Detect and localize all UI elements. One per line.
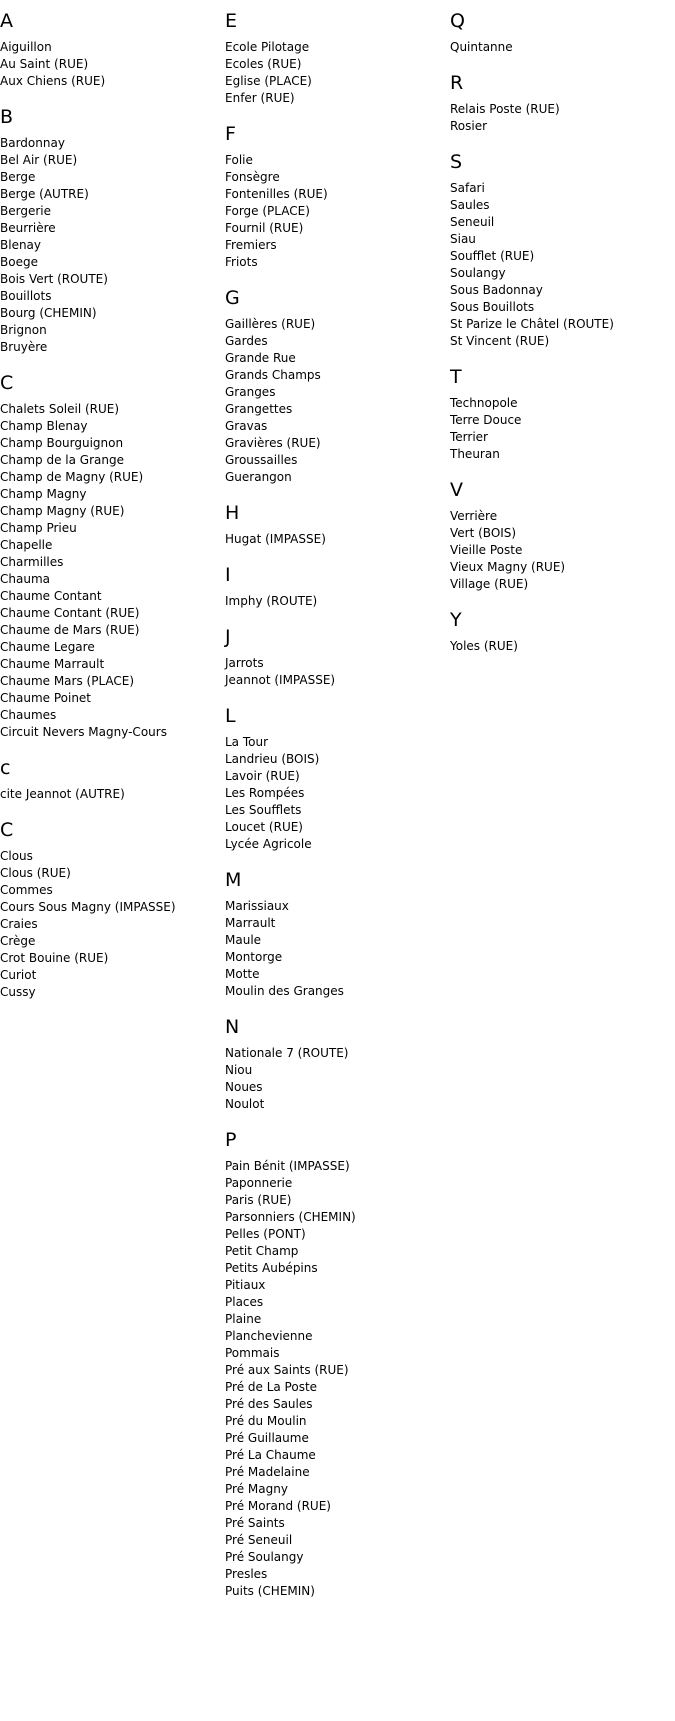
street-list: [225, 316, 445, 486]
letter-heading: J: [225, 626, 231, 648]
street-link[interactable]: Cours Sous Magny (IMPASSE): [0, 900, 176, 914]
street-link[interactable]: Clous (RUE): [0, 866, 71, 880]
street-link[interactable]: Commes: [0, 883, 53, 897]
street-link[interactable]: Cussy: [0, 985, 36, 999]
letter-group: [450, 70, 670, 135]
street-link[interactable]: Clous: [0, 849, 33, 863]
street-link[interactable]: Safari: [450, 181, 485, 195]
street-list: [225, 152, 445, 271]
street-link[interactable]: Folie: [225, 153, 253, 167]
street-link[interactable]: Pré Saints: [225, 1516, 285, 1530]
letter-group: [225, 1014, 445, 1113]
street-link[interactable]: Champ Blenay: [0, 419, 88, 433]
street-link[interactable]: Moulin des Granges: [225, 984, 344, 998]
street-list: [450, 395, 670, 463]
street-link[interactable]: Forge (PLACE): [225, 204, 310, 218]
letter-heading: c: [0, 757, 11, 779]
letter-heading: S: [450, 151, 463, 173]
street-link[interactable]: Bardonnay: [0, 136, 65, 150]
street-link[interactable]: Pré Madelaine: [225, 1465, 310, 1479]
street-link[interactable]: Sous Bouillots: [450, 300, 535, 314]
street-link[interactable]: Ecole Pilotage: [225, 40, 310, 54]
street-link[interactable]: Champ Magny: [0, 487, 87, 501]
street-link[interactable]: Fournil (RUE): [225, 221, 304, 235]
letter-group: [450, 477, 670, 593]
street-link[interactable]: Pré Soulangy: [225, 1550, 304, 1564]
street-index-column-3: [450, 8, 670, 669]
street-link[interactable]: Circuit Nevers Magny-Cours: [0, 725, 167, 739]
street-link[interactable]: Grangettes: [225, 402, 293, 416]
street-link[interactable]: La Tour: [225, 735, 269, 749]
letter-group: [225, 285, 445, 486]
street-link[interactable]: Granges: [225, 385, 276, 399]
street-link[interactable]: Eglise (PLACE): [225, 74, 312, 88]
street-link[interactable]: Nationale 7 (ROUTE): [225, 1046, 349, 1060]
street-link[interactable]: Brignon: [0, 323, 47, 337]
street-link[interactable]: Niou: [225, 1063, 253, 1077]
street-link[interactable]: Curiot: [0, 968, 37, 982]
street-link[interactable]: Soulangy: [450, 266, 506, 280]
street-list: [0, 401, 220, 741]
street-link[interactable]: Chaume Marrault: [0, 657, 105, 671]
letter-group: [0, 817, 220, 1001]
street-link[interactable]: Guerangon: [225, 470, 292, 484]
street-link[interactable]: Maule: [225, 933, 262, 947]
letter-heading: B: [0, 106, 14, 128]
letter-group: [0, 755, 220, 803]
letter-heading: E: [225, 10, 238, 32]
street-link[interactable]: Paponnerie: [225, 1176, 293, 1190]
street-link[interactable]: Champ de la Grange: [0, 453, 124, 467]
street-link[interactable]: Sous Badonnay: [450, 283, 543, 297]
letter-group: [450, 149, 670, 350]
street-link[interactable]: Pré La Chaume: [225, 1448, 316, 1462]
street-link[interactable]: Landrieu (BOIS): [225, 752, 320, 766]
street-list: [225, 898, 445, 1000]
street-link[interactable]: Au Saint (RUE): [0, 57, 89, 71]
street-link[interactable]: Berge (AUTRE): [0, 187, 89, 201]
street-link[interactable]: Ecoles (RUE): [225, 57, 302, 71]
street-list: [225, 655, 445, 689]
street-link[interactable]: Marrault: [225, 916, 276, 930]
letter-group: [225, 867, 445, 1000]
street-link[interactable]: Chapelle: [0, 538, 53, 552]
street-link[interactable]: Craies: [0, 917, 38, 931]
street-link[interactable]: Pré Morand (RUE): [225, 1499, 331, 1513]
letter-group: [225, 121, 445, 271]
street-link[interactable]: Motte: [225, 967, 260, 981]
letter-group: [225, 703, 445, 853]
street-list: [225, 593, 445, 610]
street-link[interactable]: Chaume Poinet: [0, 691, 92, 705]
street-list: [225, 1158, 445, 1600]
street-link[interactable]: Fremiers: [225, 238, 277, 252]
letter-group: [225, 1127, 445, 1600]
street-link[interactable]: Places: [225, 1295, 264, 1309]
street-index-column-1: [0, 8, 220, 1015]
street-link[interactable]: Pré de La Poste: [225, 1380, 318, 1394]
street-link[interactable]: Petits Aubépins: [225, 1261, 318, 1275]
street-list: [450, 508, 670, 593]
street-link[interactable]: Technopole: [450, 396, 518, 410]
letter-group: [225, 500, 445, 548]
letter-heading: C: [0, 819, 14, 841]
street-list: [0, 786, 220, 803]
street-link[interactable]: Champ Magny (RUE): [0, 504, 125, 518]
letter-heading: P: [225, 1129, 237, 1151]
street-link[interactable]: Aiguillon: [0, 40, 52, 54]
letter-heading: I: [225, 564, 231, 586]
street-link[interactable]: Noues: [225, 1080, 263, 1094]
street-list: [0, 39, 220, 90]
street-link[interactable]: Pain Bénit (IMPASSE): [225, 1159, 350, 1173]
letter-heading: N: [225, 1016, 240, 1038]
street-link[interactable]: Pré des Saules: [225, 1397, 313, 1411]
street-link[interactable]: Chaume Mars (PLACE): [0, 674, 135, 688]
street-link[interactable]: Bourg (CHEMIN): [0, 306, 97, 320]
street-link[interactable]: Rosier: [450, 119, 488, 133]
street-link[interactable]: Bruyère: [0, 340, 48, 354]
street-link[interactable]: Gardes: [225, 334, 268, 348]
street-link[interactable]: Blenay: [0, 238, 42, 252]
letter-heading: F: [225, 123, 236, 145]
street-link[interactable]: Chaume de Mars (RUE): [0, 623, 140, 637]
street-link[interactable]: Noulot: [225, 1097, 265, 1111]
street-index-column-2: [225, 8, 445, 1614]
letter-heading: T: [450, 366, 462, 388]
street-link[interactable]: Puits (CHEMIN): [225, 1584, 315, 1598]
street-link[interactable]: Gravas: [225, 419, 268, 433]
street-list: [225, 531, 445, 548]
street-list: [225, 39, 445, 107]
street-link[interactable]: Verrière: [450, 509, 498, 523]
street-link[interactable]: Fonsègre: [225, 170, 280, 184]
street-link[interactable]: Groussailles: [225, 453, 298, 467]
street-list: [225, 734, 445, 853]
street-link[interactable]: Crège: [0, 934, 36, 948]
street-link[interactable]: Marissiaux: [225, 899, 289, 913]
street-link[interactable]: Gravières (RUE): [225, 436, 321, 450]
street-link[interactable]: Siau: [450, 232, 476, 246]
street-link[interactable]: Gaillères (RUE): [225, 317, 316, 331]
street-link[interactable]: Chaume Legare: [0, 640, 95, 654]
street-link[interactable]: Chaumes: [0, 708, 57, 722]
street-link[interactable]: Plaine: [225, 1312, 262, 1326]
street-link[interactable]: Paris (RUE): [225, 1193, 292, 1207]
street-link[interactable]: Champ Prieu: [0, 521, 77, 535]
letter-group: [0, 8, 220, 90]
letter-heading: R: [450, 72, 464, 94]
letter-group: [0, 104, 220, 356]
letter-group: [225, 8, 445, 107]
street-link[interactable]: Aux Chiens (RUE): [0, 74, 106, 88]
street-link[interactable]: Grande Rue: [225, 351, 296, 365]
street-list: [450, 39, 670, 56]
street-link[interactable]: Bois Vert (ROUTE): [0, 272, 108, 286]
street-link[interactable]: Terre Douce: [450, 413, 522, 427]
street-link[interactable]: Les Soufflets: [225, 803, 302, 817]
street-link[interactable]: Chaume Contant (RUE): [0, 606, 140, 620]
street-link[interactable]: Terrier: [450, 430, 488, 444]
street-link[interactable]: Champ Bourguignon: [0, 436, 124, 450]
street-link[interactable]: Crot Bouine (RUE): [0, 951, 109, 965]
letter-group: [450, 364, 670, 463]
street-list: [450, 101, 670, 135]
letter-group: [225, 624, 445, 689]
street-link[interactable]: Relais Poste (RUE): [450, 102, 560, 116]
letter-heading: Q: [450, 10, 465, 32]
street-list: [0, 135, 220, 356]
street-list: [450, 180, 670, 350]
letter-group: [225, 562, 445, 610]
letter-heading: Y: [450, 609, 462, 631]
street-link[interactable]: Pré Magny: [225, 1482, 288, 1496]
letter-group: [450, 8, 670, 56]
street-list: [450, 638, 670, 655]
letter-heading: L: [225, 705, 236, 727]
street-list: [0, 848, 220, 1001]
street-link[interactable]: Saules: [450, 198, 490, 212]
street-link[interactable]: Parsonniers (CHEMIN): [225, 1210, 356, 1224]
street-link[interactable]: Vieux Magny (RUE): [450, 560, 566, 574]
street-link[interactable]: Friots: [225, 255, 258, 269]
street-link[interactable]: Petit Champ: [225, 1244, 299, 1258]
street-link[interactable]: Planchevienne: [225, 1329, 313, 1343]
street-link[interactable]: St Vincent (RUE): [450, 334, 550, 348]
letter-heading: G: [225, 287, 240, 309]
letter-heading: M: [225, 869, 242, 891]
letter-heading: H: [225, 502, 240, 524]
street-link[interactable]: Bergerie: [0, 204, 51, 218]
street-link[interactable]: Jeannot (IMPASSE): [225, 673, 336, 687]
street-link[interactable]: Chaume Contant: [0, 589, 102, 603]
street-link[interactable]: Village (RUE): [450, 577, 529, 591]
street-link[interactable]: Champ de Magny (RUE): [0, 470, 144, 484]
street-list: [225, 1045, 445, 1113]
street-link[interactable]: Soufflet (RUE): [450, 249, 535, 263]
street-link[interactable]: Vieille Poste: [450, 543, 523, 557]
street-link[interactable]: Boege: [0, 255, 38, 269]
street-link[interactable]: Pré Guillaume: [225, 1431, 309, 1445]
street-link[interactable]: Theuran: [450, 447, 500, 461]
street-link[interactable]: Pitiaux: [225, 1278, 266, 1292]
letter-heading: A: [0, 10, 13, 32]
street-link[interactable]: Berge: [0, 170, 36, 184]
street-link[interactable]: Enfer (RUE): [225, 91, 295, 105]
street-link[interactable]: Imphy (ROUTE): [225, 594, 318, 608]
street-link[interactable]: Grands Champs: [225, 368, 321, 382]
letter-group: [450, 607, 670, 655]
street-link[interactable]: Quintanne: [450, 40, 513, 54]
street-link[interactable]: Bouillots: [0, 289, 52, 303]
street-link[interactable]: Yoles (RUE): [450, 639, 518, 653]
street-link[interactable]: Pré du Moulin: [225, 1414, 307, 1428]
street-link[interactable]: Chalets Soleil (RUE): [0, 402, 120, 416]
letter-group: [0, 370, 220, 741]
street-link[interactable]: Chauma: [0, 572, 50, 586]
street-link[interactable]: cite Jeannot (AUTRE): [0, 787, 125, 801]
street-link[interactable]: Pommais: [225, 1346, 280, 1360]
street-link[interactable]: Pré Seneuil: [225, 1533, 293, 1547]
street-link[interactable]: Bel Air (RUE): [0, 153, 78, 167]
street-link[interactable]: Charmilles: [0, 555, 64, 569]
letter-heading: C: [0, 372, 14, 394]
street-link[interactable]: Pelles (PONT): [225, 1227, 306, 1241]
street-link[interactable]: Vert (BOIS): [450, 526, 517, 540]
street-link[interactable]: Lavoir (RUE): [225, 769, 300, 783]
street-link[interactable]: Presles: [225, 1567, 268, 1581]
letter-heading: V: [450, 479, 463, 501]
street-link[interactable]: Pré aux Saints (RUE): [225, 1363, 349, 1377]
street-link[interactable]: Seneuil: [450, 215, 495, 229]
street-link[interactable]: Les Rompées: [225, 786, 305, 800]
street-link[interactable]: Jarrots: [225, 656, 264, 670]
street-link[interactable]: Hugat (IMPASSE): [225, 532, 326, 546]
street-link[interactable]: Lycée Agricole: [225, 837, 312, 851]
street-link[interactable]: St Parize le Châtel (ROUTE): [450, 317, 614, 331]
street-link[interactable]: Beurrière: [0, 221, 56, 235]
street-link[interactable]: Montorge: [225, 950, 283, 964]
street-link[interactable]: Fontenilles (RUE): [225, 187, 328, 201]
street-link[interactable]: Loucet (RUE): [225, 820, 303, 834]
